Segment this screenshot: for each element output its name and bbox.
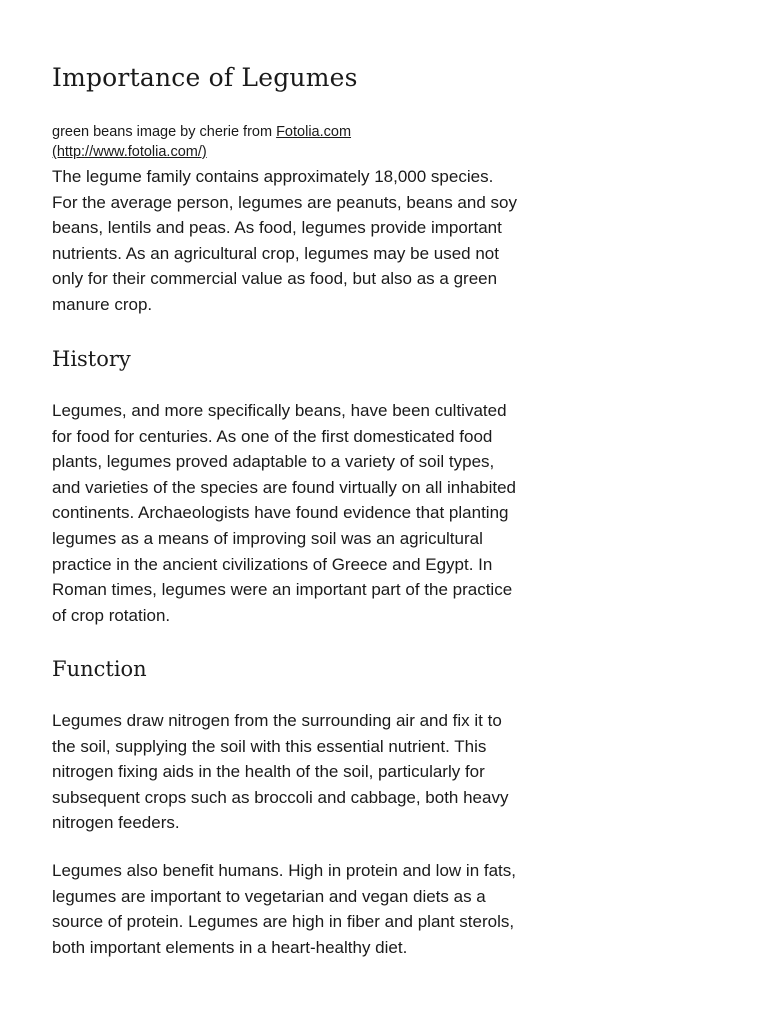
history-line: of crop rotation. (52, 605, 171, 625)
history-paragraph (52, 398, 516, 628)
intro-line: nutrients. As an agricultural crop, legumes may be used not (52, 243, 499, 263)
function-line: subsequent crops such as broccoli and cabbage, both heavy (52, 787, 509, 807)
history-line: Legumes, and more specifically beans, have been cultivated (52, 401, 507, 420)
history-line: Roman times, legumes were an important part of the practice (52, 580, 513, 600)
intro-line: For the average person, legumes are peanuts, beans and soy (52, 192, 517, 212)
function-line: both important elements in a heart-healthy diet. (52, 937, 408, 957)
intro-line: only for their commercial value as food, but also as a green (52, 269, 498, 289)
function-line: nitrogen feeders. (52, 813, 180, 833)
fotolia-url-link[interactable]: (http://www.fotolia.com/) (52, 144, 207, 160)
history-line: and varieties of the species are found virtually on all inhabited (52, 477, 517, 497)
image-credit (52, 122, 472, 162)
history-line: practice in the ancient civilizations of Greece and Egypt. In (52, 554, 493, 574)
image-credit-text: green beans image by cherie from (52, 124, 277, 140)
history-line: plants, legumes proved adaptable to a variety of soil types, (52, 452, 495, 472)
function-line: nitrogen fixing aids in the health of the soil, particularly for (52, 762, 485, 782)
function-line: source of protein. Legumes are high in fiber and plant sterols, (52, 912, 515, 932)
history-line: continents. Archaeologists have found evidence that planting (52, 503, 509, 523)
history-line: for food for centuries. As one of the first domesticated food (52, 426, 493, 446)
function-line: legumes are important to vegetarian and vegan diets as a (52, 886, 486, 906)
function-paragraph-1 (52, 708, 508, 836)
intro-line: beans, lentils and peas. As food, legumes provide important (52, 218, 502, 238)
history-heading: History (52, 347, 131, 371)
function-heading: Function (52, 657, 147, 681)
function-paragraph-2 (52, 858, 516, 960)
function-line: Legumes draw nitrogen from the surrounding air and fix it to (52, 711, 502, 730)
page-title: Importance of Legumes (52, 63, 358, 92)
intro-line: The legume family contains approximately 18,000 species. (52, 167, 494, 186)
fotolia-link[interactable]: Fotolia.com (276, 124, 352, 140)
intro-line: manure crop. (52, 294, 153, 314)
history-line: legumes as a means of improving soil was an agricultural (52, 528, 483, 548)
function-line: the soil, supplying the soil with this essential nutrient. This (52, 736, 487, 756)
function-line: Legumes also benefit humans. High in protein and low in fats, (52, 861, 516, 880)
intro-paragraph (52, 164, 517, 318)
